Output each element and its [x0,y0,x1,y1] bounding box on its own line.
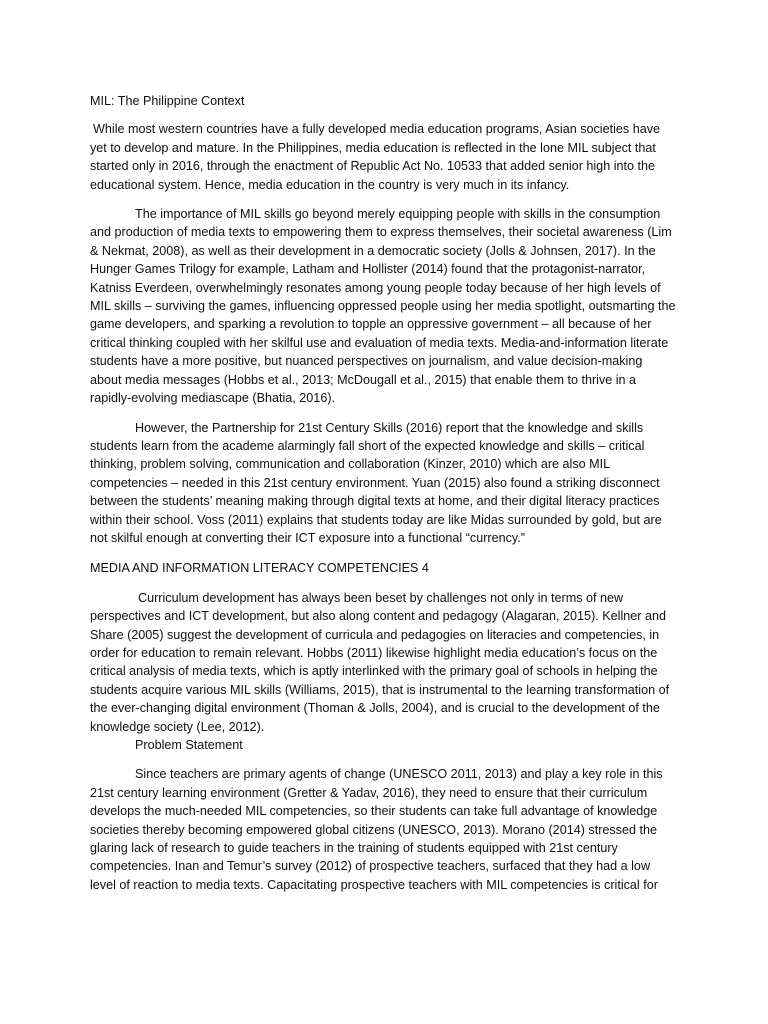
problem-statement-heading: Problem Statement [135,738,243,752]
document-title: MIL: The Philippine Context [90,94,245,108]
paragraph-importance: The importance of MIL skills go beyond merely equipping people with skills in the consumption and production of media texts to empowering them to express themselves, their societal awareness (Lim & Nekmat, 2008), as well as their development in a democratic society (Jolls & Johnsen, 2017). In the Hunger Games Trilogy for example, Latham and Hollister (2014) found that the protagonist-narrator, Katniss Everdeen, overwhelmingly resonates among young people today because of her high levels of MIL skills – surviving the games, influencing oppressed people using her media spotlight, outsmarting the game developers, and sparking a revolution to topple an oppressive government – all because of her critical thinking coupled with her skilful use and evaluation of media texts. Media-and-information literate students have a more positive, but nuanced perspectives on journalism, and value decision-making about media messages (Hobbs et al., 2013; McDougall et al., 2015) that enable them to thrive in a rapidly-evolving mediascape (Bhatia, 2016). [90,207,676,406]
paragraph-partnership: However, the Partnership for 21st Century Skills (2016) report that the knowledge and skills students learn from the academe alarmingly fall short of the expected knowledge and skills – critical thinking, problem solving, communication and collaboration (Kinzer, 2010) which are also MIL competencies – needed in this 21st century environment. Yuan (2015) also found a striking disconnect between the students’ meaning making through digital texts at home, and their digital literacy practices within their school. Voss (2011) explains that students today are like Midas surrounded by gold, but are not skilful enough at converting their ICT exposure into a functional “currency.” [90,420,662,545]
paragraph-intro: While most western countries have a fully developed media education programs, Asian societies have yet to develop and mature. In the Philippines, media education is reflected in the lone MIL subject that started only in 2016, through the enactment of Republic Act No. 10533 that added senior high into the educational system. Hence, media education in the country is very much in its infancy. [90,122,661,192]
section-heading: MEDIA AND INFORMATION LITERACY COMPETENCIES 4 [90,561,429,576]
paragraph-curriculum: Curriculum development has always been beset by challenges not only in terms of new perspectives and ICT development, but also along content and pedagogy (Alagaran, 2015). Kellner and Share (2005) suggest the development of curricula and pedagogies on literacies and competencies, in order for education to remain relevant. Hobbs (2011) likewise highlight media education’s focus on the critical analysis of media texts, which is aptly interlinked with the primary goal of schools in helping the students acquire various MIL skills (Williams, 2015), that is instrumental to the learning transformation of the ever-changing digital environment (Thoman & Jolls, 2004), and is crucial to the development of the knowledge society (Lee, 2012). [90,590,670,734]
document-body [90,92,676,894]
paragraph-problem: Since teachers are primary agents of change (UNESCO 2011, 2013) and play a key role in this 21st century learning environment (Gretter & Yadav, 2016), they need to ensure that their curriculum develops the much-needed MIL competencies, so their students can take full advantage of knowledge societies thereby becoming empowered global citizens (UNESCO, 2013). Morano (2014) stressed the glaring lack of research to guide teachers in the training of students equipped with 21st century competencies. Inan and Temur’s survey (2012) of prospective teachers, surfaced that they had a low level of reaction to media texts. Capacitating prospective teachers with MIL competencies is critical for [90,767,663,892]
